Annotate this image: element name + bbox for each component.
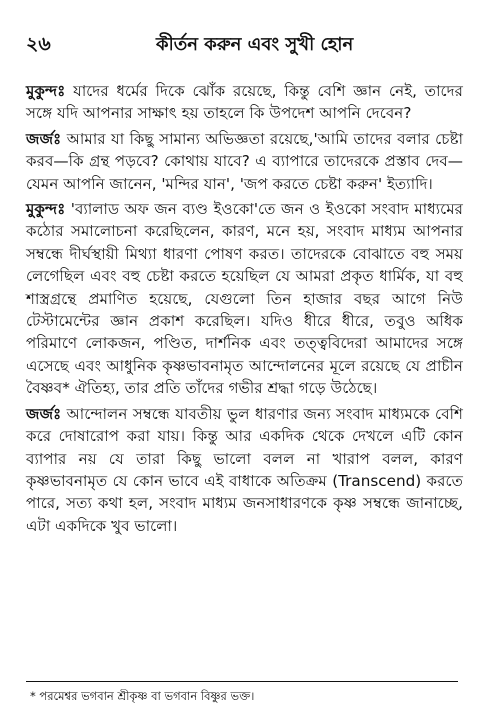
paragraph-text: 'ব্যালাড অফ জন ব্যণ্ড ইওকো'তে জন ও ইওকো সংবাদ মাধ্যমের কঠোর সমালোচনা করেছিলেন, কারণ, মনে হয়, সংবাদ মাধ্যম আপনার সম্বন্ধে দীর্ঘস্থায়ী মিথ্যা ধারণা পোষণ করত। তাদেরকে বোঝাতে বহু সময় লেগেছিল এবং বহু চেষ্টা করতে হয়েছিল যে আমরা প্রকৃত ধার্মিক, যা বহু শাস্ত্রগ্রন্থে প্রমাণিত হয়েছে, যেগুলো তিন হাজার বছর আগে নিউ টেস্টামেন্টের জ্ঞান প্রকাশ করেছিল। যদিও ধীরে ধীরে, তবুও অধিক পরিমাণে লোকজন, পণ্ডিত, দার্শনিক এবং তত্ত্ববিদেরা আমাদের সঙ্গে এসেছে এবং আধুনিক কৃষ্ণভাবনামৃত আন্দোলনের মূলে রয়েছে যে প্রাচীন বৈষ্ণব* ঐতিহ্য, তার প্রতি তাঁদের গভীর শ্রদ্ধা গড়ে উঠেছে। <box>26 200 463 398</box>
footnote: * পরমেশ্বর ভগবান শ্রীকৃষ্ণ বা ভগবান বিষ্ণুর ভক্ত। <box>30 689 255 703</box>
paragraph-mukunda-1 <box>26 80 463 125</box>
running-title: কীর্তন করুন এবং সুখী হোন <box>156 34 354 55</box>
speaker-label: মুকুন্দঃ <box>26 82 66 100</box>
paragraph-text: আন্দোলন সম্বন্ধে যাবতীয় ভুল ধারণার জন্য সংবাদ মাধ্যমকে বেশি করে দোষারোপ করা যায়। কিন্তু আর একদিক থেকে দেখলে এটি কোন ব্যাপার নয় যে তারা কিছু ভালো বলল না খারাপ বলল, কারণ কৃষ্ণভাবনামৃত যে কোন ভাবে এই বাধাকে অতিক্রম (Transcend) করতে পারে, সত্য কথা হল, সংবাদ মাধ্যম জনসাধারণকে কৃষ্ণ সম্বন্ধে জানাচ্ছে, এটা একদিকে খুব ভালো। <box>26 404 463 535</box>
page-header <box>26 30 463 58</box>
speaker-label: জর্জঃ <box>26 404 62 423</box>
page-number: ২৬ <box>26 33 51 55</box>
footnote-divider <box>26 681 458 682</box>
paragraph-george-1 <box>26 128 463 195</box>
paragraph-george-2 <box>26 403 463 537</box>
paragraph-text: যাদের ধর্মের দিকে ঝোঁক রয়েছে, কিন্তু বেশি জ্ঞান নেই, তাদের সঙ্গে যদি আপনার সাক্ষাৎ হয় তাহলে কি উপদেশ আপনি দেবেন? <box>26 82 463 123</box>
page-body <box>26 80 463 540</box>
paragraph-mukunda-2 <box>26 198 463 400</box>
speaker-label: জর্জঃ <box>26 129 62 148</box>
speaker-label: মুকুন্দঃ <box>26 200 66 219</box>
paragraph-text: আমার যা কিছু সামান্য অভিজ্ঞতা রয়েছে,'আমি তাদের বলার চেষ্টা করব—কি গ্রন্থ পড়বে? কোথায় যাবে? এ ব্যাপারে তাদেরকে প্রস্তাব দেব—যেমন আপনি জানেন, 'মন্দির যান', 'জপ করতে চেষ্টা করুন' ইত্যাদি। <box>26 129 463 193</box>
